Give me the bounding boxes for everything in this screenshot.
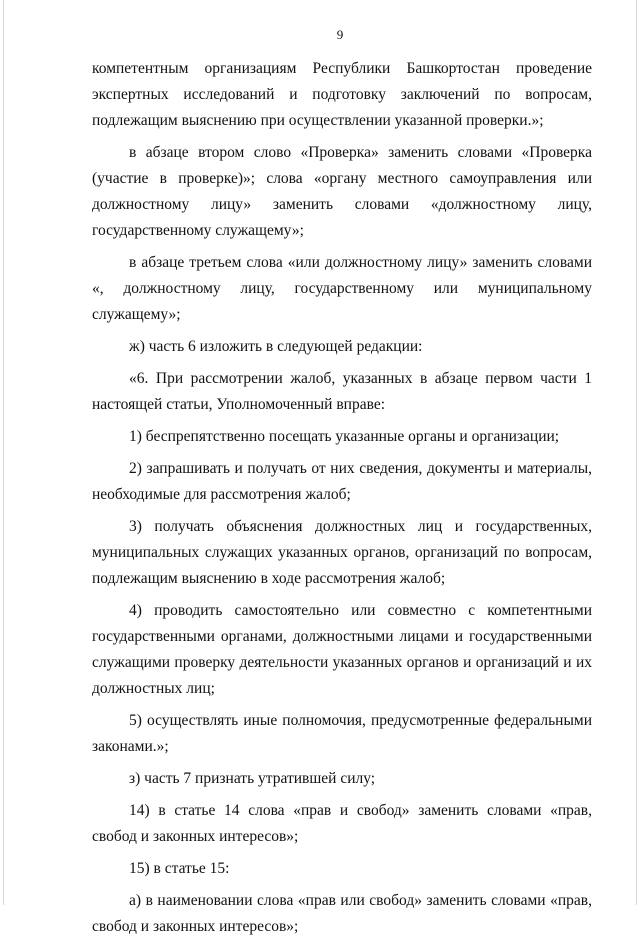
paragraph: в абзаце третьем слова «или должностному лицу» заменить словами «, должностному лицу, государственному или муниципальному служащему»; — [92, 254, 592, 323]
paragraph-continuation: компетентным организациям Республики Башкортостан проведение экспертных исследований и подготовку заключений по вопросам, подлежащим выяснению при осуществлении указанной проверки.»; — [92, 60, 592, 129]
paragraph: 14) в статье 14 слова «прав и свобод» заменить словами «прав, свобод и законных интересов»; — [92, 802, 592, 845]
paragraph: а) в наименовании слова «прав или свобод» заменить словами «прав, свобод и законных интересов»; — [92, 892, 592, 935]
list-item: 3) получать объяснения должностных лиц и государственных, муниципальных служащих указанных органов, организаций по вопросам, подлежащим выяснению в ходе рассмотрения жалоб; — [92, 518, 592, 587]
list-item: 2) запрашивать и получать от них сведения, документы и материалы, необходимые для рассмотрения жалоб; — [92, 460, 592, 503]
list-item: 1) беспрепятственно посещать указанные органы и организации; — [129, 428, 560, 445]
document-body — [92, 56, 592, 946]
list-item: 5) осуществлять иные полномочия, предусмотренные федеральными законами.»; — [92, 712, 592, 755]
paragraph: в абзаце втором слово «Проверка» заменить словами «Проверка (участие в проверке)»; слова «органу местного самоуправления или должностному лицу» заменить словами «должностному лицу, государственному служащему»; — [92, 144, 592, 239]
page-number: 9 — [336, 27, 344, 42]
paragraph: 15) в статье 15: — [129, 860, 230, 877]
paragraph: «6. При рассмотрении жалоб, указанных в абзаце первом части 1 настоящей статьи, Уполномоченный вправе: — [92, 370, 592, 413]
scan-edge-left — [3, 0, 4, 905]
paragraph: з) часть 7 признать утратившей силу; — [129, 770, 376, 787]
list-item: 4) проводить самостоятельно или совместно с компетентными государственными органами, должностными лицами и государственными служащими проверку деятельности указанных органов и организаций и их должностных лиц; — [92, 602, 592, 697]
scan-edge-right — [636, 0, 637, 905]
paragraph: ж) часть 6 изложить в следующей редакции: — [129, 338, 423, 355]
